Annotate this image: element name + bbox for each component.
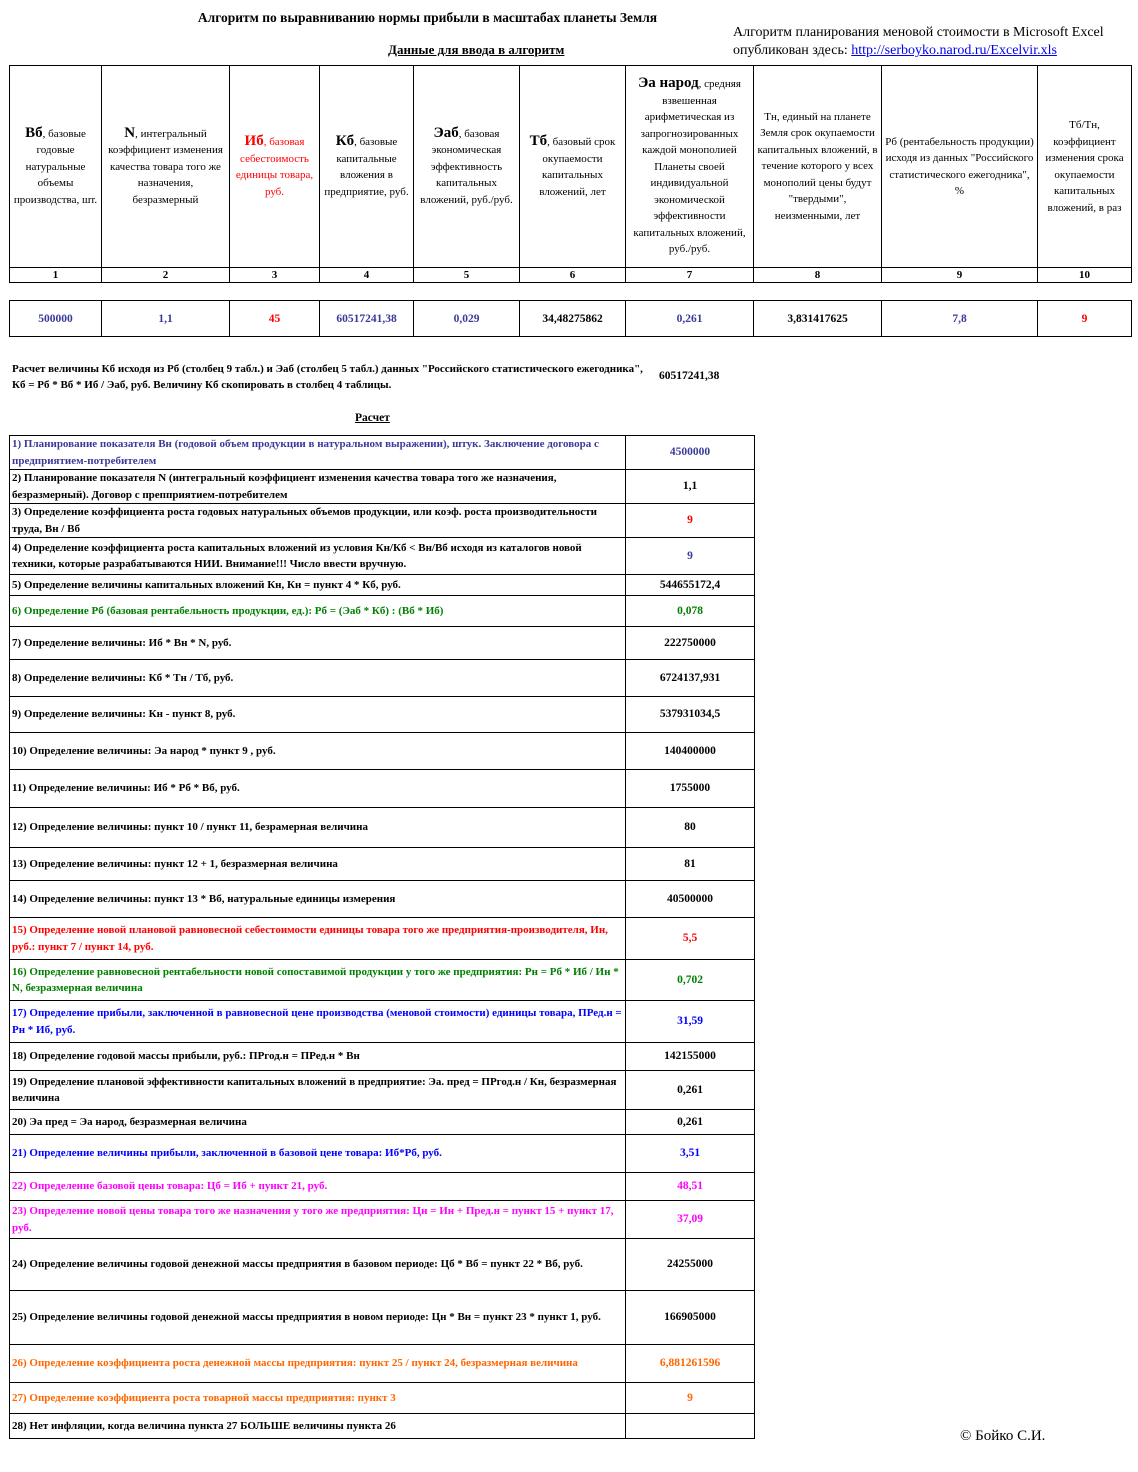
calc-row-value[interactable]: 9 [626,538,755,575]
calc-row-label: 27) Определение коэффициента роста товарной массы предприятия: пункт 3 [10,1383,626,1414]
calc-row-label: 17) Определение прибыли, заключенной в равновесной цене производства (меновой стоимости) единицы товара, ПРед.н = Рн * Иб, руб. [10,1001,626,1043]
calc-row-label: 2) Планирование показателя N (интегральный коэффициент изменения качества товара того же назначения, безразмерный). Договор с препприятием-потребителем [10,470,626,504]
calc-row-label: 24) Определение величины годовой денежной массы предприятия в базовом периоде: Цб * Вб = пункт 22 * Вб, руб. [10,1239,626,1291]
col-header-rb: Рб (рентабельность продукции) исходя из данных "Российского статистического ежегодника", % [882,66,1038,268]
calc-row-label: 10) Определение величины: Эа народ * пункт 9 , руб. [10,733,626,770]
calc-row-value[interactable]: 24255000 [626,1239,755,1291]
calc-row [10,1201,755,1239]
calc-row [10,538,755,575]
value-tb[interactable]: 34,48275862 [520,301,626,337]
calc-row [10,1239,755,1291]
calc-row-value[interactable]: 166905000 [626,1291,755,1345]
col-number: 6 [520,268,626,283]
calc-row-value[interactable]: 222750000 [626,627,755,660]
calc-row-label: 6) Определение Рб (базовая рентабельность продукции, ед.): Рб = (Эаб * Кб) : (Вб * Иб) [10,596,626,627]
calc-row [10,848,755,881]
calc-row [10,881,755,918]
calc-row-label: 12) Определение величины: пункт 10 / пункт 11, безрамерная величина [10,808,626,848]
input-values-table [9,300,1132,337]
calc-row-label: 25) Определение величины годовой денежной массы предприятия в новом периоде: Цн * Вн = пункт 23 * пункт 1, руб. [10,1291,626,1345]
calc-row-value[interactable]: 4500000 [626,436,755,470]
col-header-ea-narod: Эа народ, средняя взвешенная арифметическая из запрогнозированных каждой монополией Планеты своей индивидуальной экономической эффективности капитальных вложений, руб./руб. [626,66,754,268]
calc-row-value[interactable]: 5,5 [626,918,755,960]
value-vb[interactable]: 500000 [10,301,102,337]
calc-row-label: 9) Определение величины: Кн - пункт 8, руб. [10,697,626,733]
input-data-subtitle: Данные для ввода в алгоритм [388,42,565,57]
calc-row-value[interactable] [626,1414,755,1439]
calc-row-value[interactable]: 9 [626,504,755,538]
col-number: 1 [10,268,102,283]
calc-row-label: 21) Определение величины прибыли, заключенной в базовой цене товара: Иб*Рб, руб. [10,1135,626,1173]
calc-row-value[interactable]: 0,261 [626,1110,755,1135]
value-kb[interactable]: 60517241,38 [320,301,414,337]
col-number: 7 [626,268,754,283]
calc-row-label: 19) Определение плановой эффективности капитальных вложений в предприятие: Эа. пред = ПРгод.н / Кн, безразмерная величина [10,1071,626,1110]
calc-row [10,575,755,596]
calc-row-value[interactable]: 80 [626,808,755,848]
calc-row-value[interactable]: 140400000 [626,733,755,770]
col-number: 9 [882,268,1038,283]
calc-row-value[interactable]: 142155000 [626,1043,755,1071]
calc-row-label: 23) Определение новой цены товара того же назначения у того же предприятия: Цн = Ин + Пред.н = пункт 15 + пункт 17, руб. [10,1201,626,1239]
col-header-eab: Эаб, базовая экономическая эффективность капитальных вложений, руб./руб. [414,66,520,268]
calc-row [10,1135,755,1173]
col-number: 10 [1038,268,1132,283]
calc-row-label: 26) Определение коэффициента роста денежной массы предприятия: пункт 25 / пункт 24, безразмерная величина [10,1345,626,1383]
col-header-tb-tn: Тб/Тн, коэффициент изменения срока окупаемости капитальных вложений, в раз [1038,66,1132,268]
calc-row [10,436,755,470]
col-header-tb: Тб, базовый срок окупаемости капитальных вложений, лет [520,66,626,268]
calc-row [10,1345,755,1383]
calc-row [10,660,755,697]
calc-row [10,697,755,733]
calc-row-value[interactable]: 1,1 [626,470,755,504]
calc-row [10,808,755,848]
input-header-table [9,65,1132,283]
publication-note [733,24,1133,60]
kb-calc-value[interactable]: 60517241,38 [659,370,720,382]
value-eab[interactable]: 0,029 [414,301,520,337]
calc-row-label: 5) Определение величины капитальных вложений Кн, Кн = пункт 4 * Кб, руб. [10,575,626,596]
kb-calc-text: Расчет величины Кб исходя из Рб (столбец 9 табл.) и Эаб (столбец 5 табл.) данных "Российского статистического ежегодника", Кб = Рб * Вб * Иб / Эаб, руб. Величину Кб скопировать в столбец 4 таблицы. [12,363,643,391]
calc-row [10,1173,755,1201]
calc-row [10,470,755,504]
col-header-n: N, интегральный коэффициент изменения качества товара того же назначения, безразмерный [102,66,230,268]
calc-row [10,1001,755,1043]
calc-row-value[interactable]: 0,261 [626,1071,755,1110]
col-header-ib: Иб, базовая себестоимость единицы товара, руб. [230,66,320,268]
calc-row-label: 18) Определение годовой массы прибыли, руб.: ПРгод.н = ПРед.н * Вн [10,1043,626,1071]
page-title: Алгоритм по выравниванию нормы прибыли в масштабах планеты Земля [197,10,658,25]
calc-row [10,1110,755,1135]
calc-row-label: 11) Определение величины: Иб * Рб * Вб, руб. [10,770,626,808]
calc-row-value[interactable]: 31,59 [626,1001,755,1043]
calc-row [10,960,755,1001]
col-header-vb: Вб, базовые годовые натуральные объемы производства, шт. [10,66,102,268]
value-rb[interactable]: 7,8 [882,301,1038,337]
calc-row-value[interactable]: 6,881261596 [626,1345,755,1383]
calc-row-label: 14) Определение величины: пункт 13 * Вб, натуральные единицы измерения [10,881,626,918]
col-header-tn: Тн, единый на планете Земля срок окупаемости капитальных вложений, в течение которого у всех монополий цены будут "твердыми", неизменными, лет [754,66,882,268]
calc-row-label: 20) Эа пред = Эа народ, безразмерная величина [10,1110,626,1135]
calc-row-value[interactable]: 48,51 [626,1173,755,1201]
calc-row-value[interactable]: 537931034,5 [626,697,755,733]
calc-title: Расчет [355,412,390,424]
calc-row-value[interactable]: 544655172,4 [626,575,755,596]
col-number: 2 [102,268,230,283]
calc-row-label: 28) Нет инфляции, когда величина пункта 27 БОЛЬШЕ величины пункта 26 [10,1414,626,1439]
calc-row [10,1043,755,1071]
calc-row-label: 7) Определение величины: Иб * Вн * N, руб. [10,627,626,660]
value-n[interactable]: 1,1 [102,301,230,337]
calc-row-value[interactable]: 40500000 [626,881,755,918]
publication-note-text: Алгоритм планирования меновой стоимости в Microsoft Excel опубликован здесь: [733,25,1104,58]
calc-row [10,733,755,770]
calc-row [10,1291,755,1345]
calc-row-value[interactable]: 0,078 [626,596,755,627]
publication-link[interactable]: http://serboyko.narod.ru/Excelvir.xls [851,43,1057,58]
copyright: © Бойко С.И. [960,1428,1046,1444]
calc-row [10,1383,755,1414]
col-number: 8 [754,268,882,283]
value-tn[interactable]: 3,831417625 [754,301,882,337]
calc-row-label: 1) Планирование показателя Вн (годовой объем продукции в натуральном выражении), штук. Заключение договора с предприятием-потребителем [10,436,626,470]
calc-row [10,1414,755,1439]
calc-row [10,596,755,627]
calc-row-value[interactable]: 3,51 [626,1135,755,1173]
col-number: 5 [414,268,520,283]
calc-row-label: 13) Определение величины: пункт 12 + 1, безразмерная величина [10,848,626,881]
col-number: 3 [230,268,320,283]
calculation-table [9,435,755,1439]
calc-row-value[interactable]: 1755000 [626,770,755,808]
calc-row [10,1071,755,1110]
calc-row-label: 3) Определение коэффициента роста годовых натуральных объемов продукции, или коэф. роста производительности труда, Вн / Вб [10,504,626,538]
calc-row-label: 16) Определение равновесной рентабельности новой сопоставимой продукции у того же предприятия: Рн = Рб * Иб / Ин * N, безразмерная величина [10,960,626,1001]
calc-row-label: 22) Определение базовой цены товара: Цб = Иб + пункт 21, руб. [10,1173,626,1201]
col-number: 4 [320,268,414,283]
calc-row-value[interactable]: 6724137,931 [626,660,755,697]
calc-row [10,770,755,808]
value-ea-narod[interactable]: 0,261 [626,301,754,337]
col-header-kb: Кб, базовые капитальные вложения в предприятие, руб. [320,66,414,268]
calc-row-value[interactable]: 9 [626,1383,755,1414]
calc-row-value[interactable]: 37,09 [626,1201,755,1239]
calc-row-label: 15) Определение новой плановой равновесной себестоимости единицы товара того же предприятия-производителя, Ин, руб.: пункт 7 / пункт 14, руб. [10,918,626,960]
calc-row-value[interactable]: 0,702 [626,960,755,1001]
calc-row-label: 4) Определение коэффициента роста капитальных вложений из условия Кн/Кб < Вн/Вб исходя из каталогов новой техники, которые разрабатываются НИИ. Внимание!!! Число ввести вручную. [10,538,626,575]
calc-row-label: 8) Определение величины: Кб * Тн / Тб, руб. [10,660,626,697]
calc-row-value[interactable]: 81 [626,848,755,881]
value-tb-tn[interactable]: 9 [1038,301,1132,337]
calc-row [10,627,755,660]
calc-row [10,504,755,538]
calc-row [10,918,755,960]
value-ib[interactable]: 45 [230,301,320,337]
